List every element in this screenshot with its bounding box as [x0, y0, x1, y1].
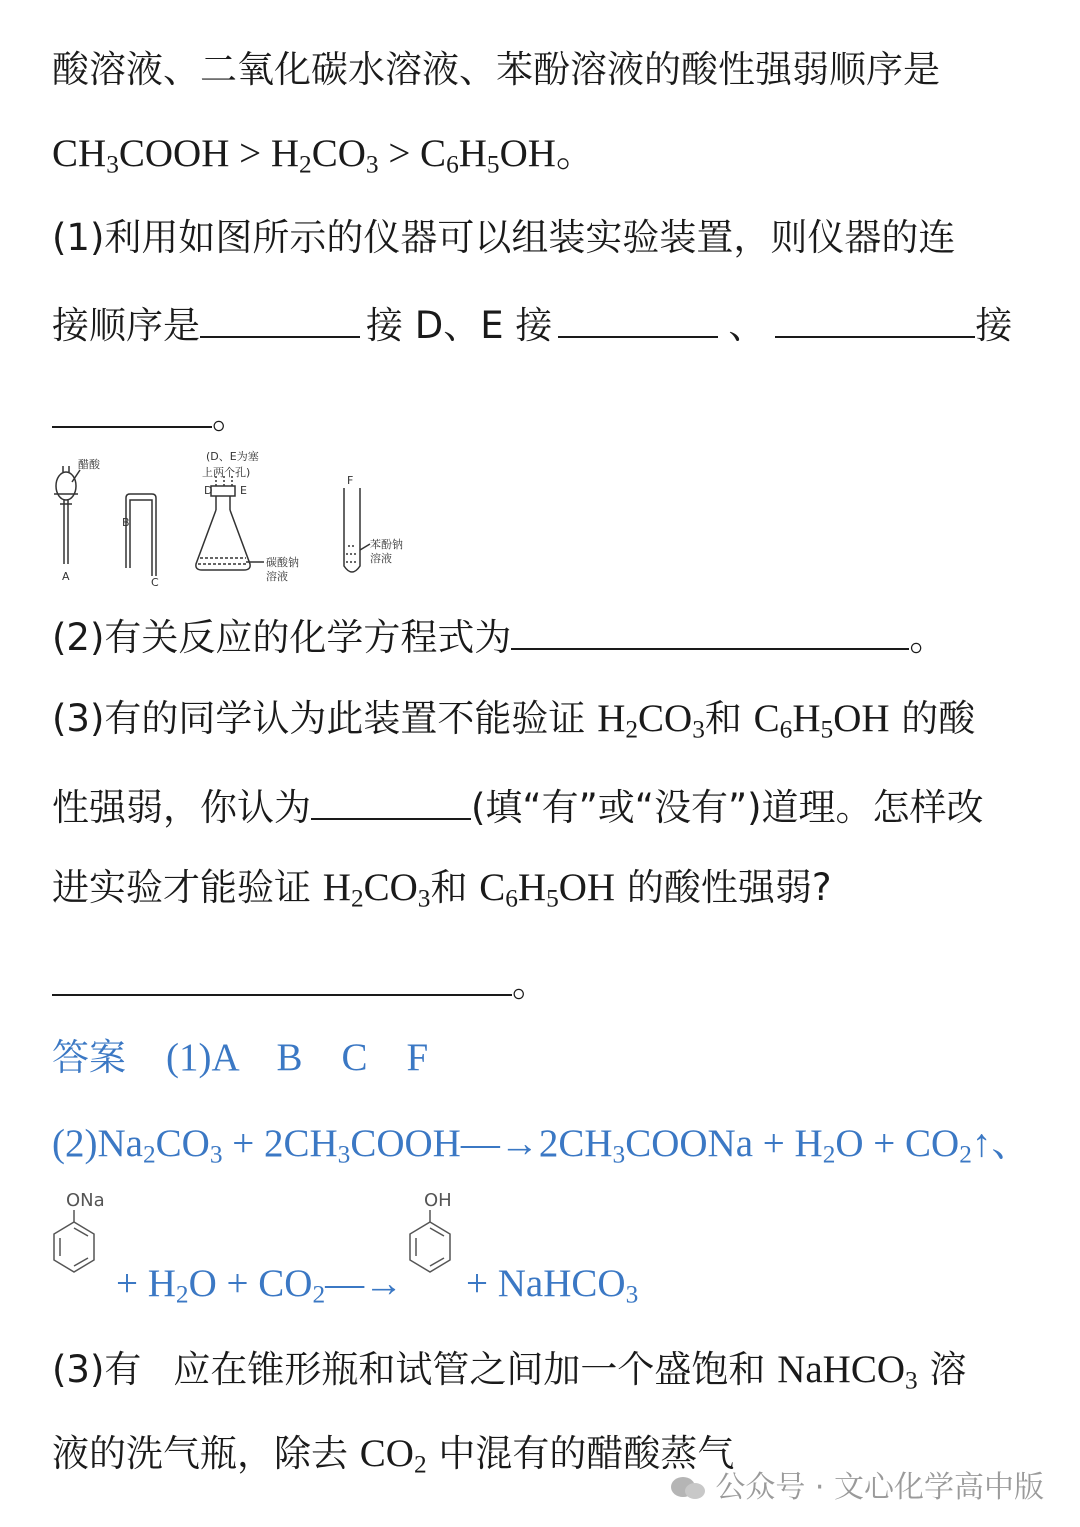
oh-label: OH: [424, 1190, 452, 1211]
label-e: E: [240, 484, 247, 497]
q3-line-1: (3)有的同学认为此装置不能验证 $H_2CO_3$和 $C_6H_5OH$ 的酸: [52, 697, 976, 744]
blank-2[interactable]: [558, 300, 718, 338]
acidity-order: $CH_3COOH > H_2CO_3 > C_6H_5OH$。: [52, 132, 595, 179]
answer-line-1: 答案 (1)A B C F: [52, 1036, 429, 1079]
phenoxide-eq-right: + NaHCO$_3$: [466, 1262, 639, 1309]
blank-1[interactable]: [200, 300, 360, 338]
blank-4[interactable]: [52, 390, 212, 428]
label-a: A: [62, 570, 70, 583]
intro-line-1: 酸溶液、二氧化碳水溶液、苯酚溶液的酸性强弱顺序是: [52, 48, 940, 91]
label-c: C: [151, 576, 159, 589]
flask-solution-1: 碳酸钠: [266, 556, 299, 569]
answer-label: 答案: [52, 1036, 126, 1079]
watermark: 公众号 · 文心化学高中版: [669, 1462, 1044, 1506]
note-de-2: 上两个孔): [202, 466, 251, 479]
apparatus-diagram: [48, 446, 428, 591]
label-a-top: 醋酸: [78, 458, 100, 471]
q1-line-3: 。: [52, 390, 249, 438]
blank-6[interactable]: [311, 782, 471, 820]
q1-line-1: (1)利用如图所示的仪器可以组装实验装置，则仪器的连: [52, 216, 956, 259]
q3-line-3: 进实验才能验证 $H_2CO_3$和 $C_6H_5OH$ 的酸性强弱?: [52, 866, 832, 913]
ona-label: ONa: [66, 1190, 105, 1211]
blank-5[interactable]: [511, 612, 909, 650]
answer-3-line-2: 液的洗气瓶，除去 $CO_2$ 中混有的醋酸蒸气: [52, 1432, 735, 1479]
note-de-1: (D、E为塞: [206, 450, 259, 463]
answer-3-line-1: (3)有 应在锥形瓶和试管之间加一个盛饱和 NaHCO$_3$ 溶: [52, 1348, 967, 1395]
label-f: F: [347, 474, 354, 487]
q3-line-2: 性强弱，你认为 (填“有”或“没有”)道理。怎样改: [52, 782, 984, 830]
q3-line-4: 。: [52, 958, 549, 1006]
label-d: D: [204, 484, 213, 497]
tube-solution-1: 苯酚钠: [370, 538, 403, 551]
phenoxide-eq-left: + $H_2O$ + $CO_2—\to$: [116, 1262, 404, 1309]
blank-7[interactable]: [52, 958, 512, 996]
q2-line: (2)有关反应的化学方程式为 。: [52, 612, 946, 660]
answer-line-2: $(2)Na_2CO_3$ + $2CH_3COOH—\to 2CH_3COONa + H_2O$ + $CO_2↑$、: [52, 1122, 1031, 1169]
blank-3[interactable]: [775, 300, 975, 338]
label-b: B: [122, 516, 130, 529]
flask-solution-2: 溶液: [266, 570, 288, 583]
wechat-icon: [669, 1475, 707, 1501]
q1-line-2: 接顺序是 接 D、E 接 、 接: [52, 300, 1012, 348]
tube-solution-2: 溶液: [370, 552, 392, 565]
